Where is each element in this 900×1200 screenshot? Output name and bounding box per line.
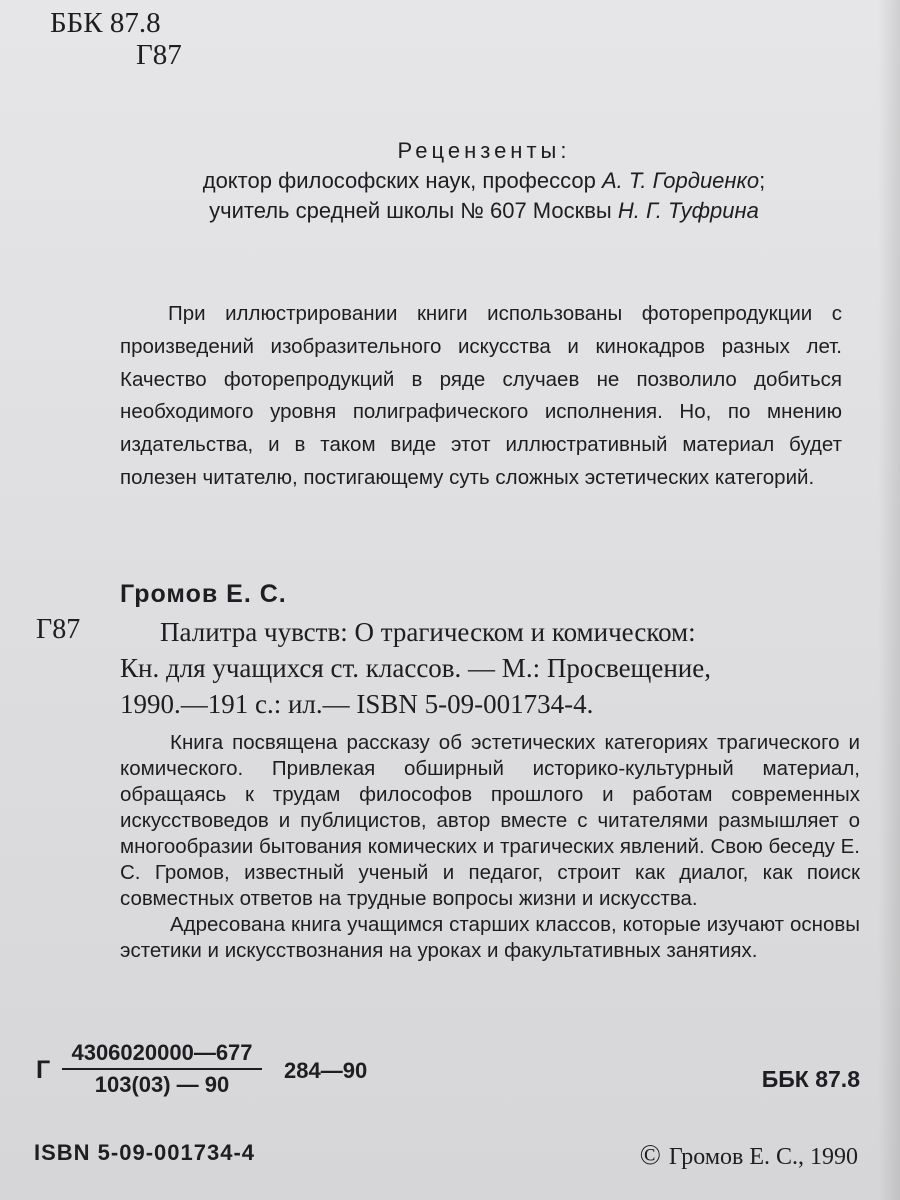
- annotation-paragraph-1: Книга посвящена рассказу об эстетических категориях трагического и комического. Привлекая обширный историко-культурный материал, обращаясь к трудам философов прошлого и работам современных искусствоведов и публицистов, автор вместе с читателями размышляет о многообразии бытования комических и трагических явлений. Свою беседу Е. С. Громов, известный ученый и педагог, строит как диалог, как поиск совместных ответов на трудные вопросы жизни и искусства.: [120, 731, 860, 911]
- illustration-note-text: При иллюстрировании книги использованы фоторепродукции с произведений изобразительного искусства и кинокадров разных лет. Качество фоторепродукций в ряде случаев не позволило добиться необходимого уровня полиграфического исполнения. Но, по мнению издательства, и в таком виде этот иллюстративный материал будет полезен читателю, постигающему суть сложных эстетических категорий.: [120, 302, 842, 489]
- reviewer-1-title: доктор философских наук, профессор: [202, 167, 596, 193]
- record-author: Громов Е. С.: [120, 580, 287, 608]
- record-line-3: 1990.—191 с.: ил.— ISBN 5-09-001734-4.: [120, 689, 594, 720]
- catalog-fraction: [62, 1040, 262, 1098]
- fraction-denominator: 103(03) — 90: [94, 1072, 230, 1097]
- reviewer-2-name: Н. Г. Туфрина: [617, 197, 759, 223]
- reviewer-1-end: ;: [759, 167, 766, 193]
- record-title: Палитра чувств: О трагическом и комическом:: [160, 617, 696, 647]
- reviewer-line-2: [0, 196, 900, 226]
- catalog-letter: Г: [36, 1056, 51, 1084]
- reviewers-heading: Рецензенты:: [397, 138, 571, 163]
- fraction-numerator: 4306020000—677: [71, 1040, 253, 1065]
- record-code: Г87: [36, 614, 81, 645]
- record-line-2: Кн. для учащихся ст. классов. — М.: Просвещение,: [120, 653, 711, 684]
- illustration-note: [120, 298, 842, 495]
- reviewer-1-name: А. Т. Гордиенко: [601, 167, 760, 193]
- copyright: [640, 1140, 858, 1172]
- reviewers-block: [0, 136, 900, 226]
- bibliographic-record: [120, 614, 842, 723]
- reviewer-line-1: [0, 166, 900, 196]
- classification-block: [50, 8, 182, 72]
- isbn: ISBN 5-09-001734-4: [34, 1140, 256, 1165]
- author-code: Г87: [136, 38, 182, 71]
- copyright-icon: ©: [639, 1140, 661, 1171]
- reviewer-2-title: учитель средней школы № 607 Москвы: [209, 197, 612, 223]
- annotation: [120, 730, 860, 964]
- bbk-footer: ББК 87.8: [761, 1066, 860, 1092]
- bbk-code: ББК 87.8: [50, 7, 161, 39]
- copyright-text: Громов Е. С., 1990: [668, 1144, 858, 1170]
- annotation-paragraph-2: Адресована книга учащимся старших классов, которые изучают основы эстетики и искусствознания на уроках и факультативных занятиях.: [120, 913, 860, 963]
- catalog-number: 284—90: [284, 1058, 368, 1083]
